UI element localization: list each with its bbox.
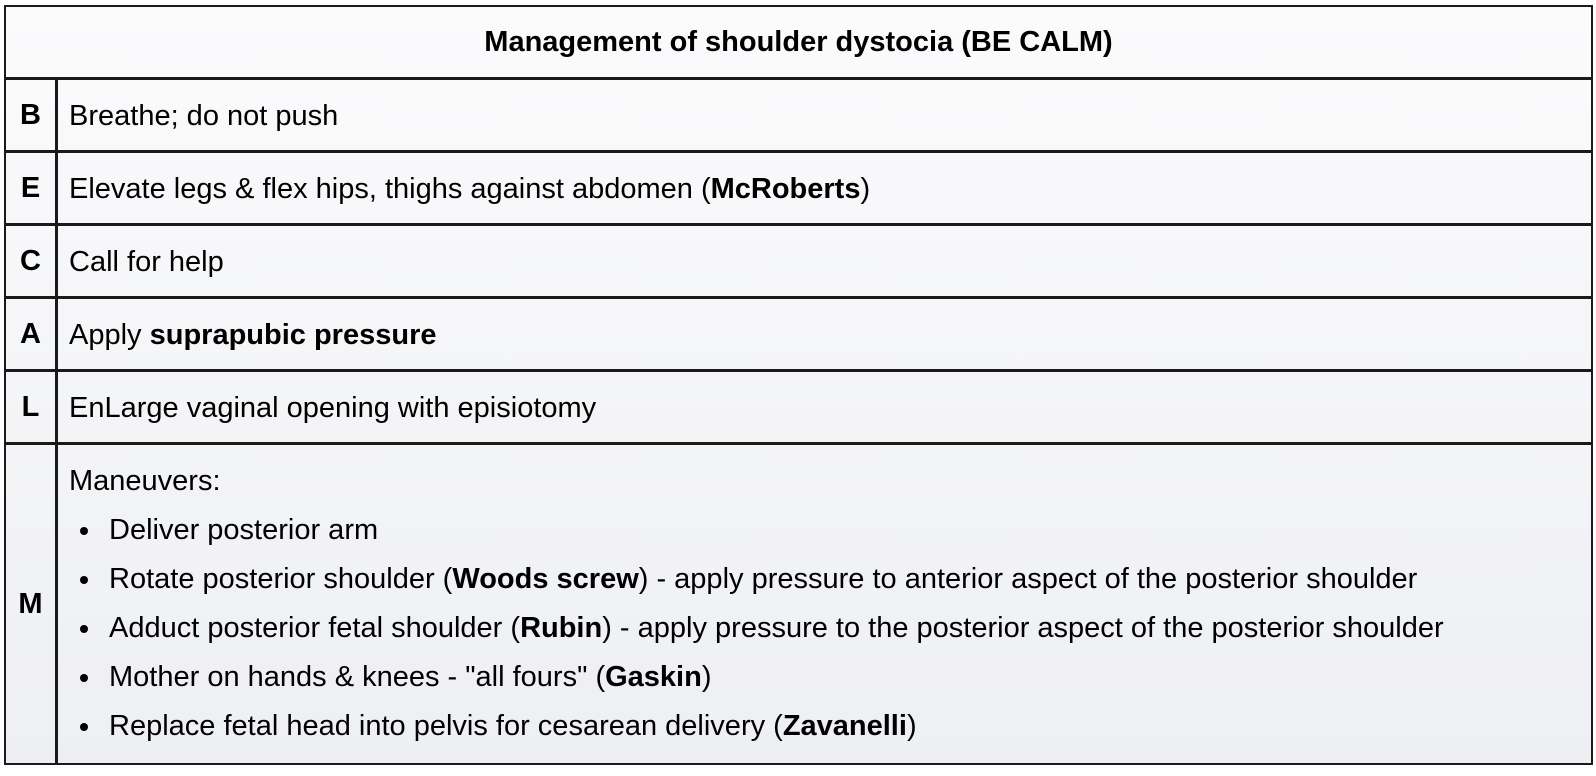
text-part: Breathe; do not push — [69, 99, 339, 132]
text-part: ) — [860, 172, 871, 205]
text-part: ) — [906, 710, 917, 742]
text-part: Elevate legs & flex hips, thighs against abdomen ( — [69, 172, 711, 205]
maneuvers-label: Maneuvers: — [69, 465, 221, 497]
text-part: ) — [701, 661, 712, 693]
text-part: EnLarge vaginal opening with episiotomy — [69, 391, 597, 424]
table-title: Management of shoulder dystocia (BE CALM) — [6, 7, 1591, 80]
bullet-icon — [80, 674, 88, 682]
text-part: ) - apply pressure to the posterior aspect of the posterior shoulder — [602, 612, 1444, 644]
text-part: ) - apply pressure to anterior aspect of the posterior shoulder — [638, 563, 1418, 595]
text-part: Adduct posterior fetal shoulder ( — [109, 612, 521, 644]
text-part: Deliver posterior arm — [109, 514, 379, 546]
bullet-icon — [80, 527, 88, 535]
bullet-icon — [80, 576, 88, 584]
bold-term: Woods screw — [452, 563, 639, 595]
text-part: Rotate posterior shoulder ( — [109, 563, 453, 595]
bold-term: Zavanelli — [782, 710, 907, 742]
row-text — [58, 153, 1591, 223]
bold-term: Gaskin — [605, 661, 702, 693]
text-part: Apply — [69, 318, 150, 351]
list-item — [69, 612, 1444, 644]
table-row-c — [6, 226, 1591, 299]
bold-term: suprapubic pressure — [149, 318, 437, 351]
table-row-m — [6, 445, 1591, 763]
row-letter: E — [6, 153, 58, 223]
list-item — [69, 710, 1444, 742]
mnemonic-table — [4, 5, 1593, 765]
bullet-icon — [80, 625, 88, 633]
row-letter: M — [6, 445, 58, 763]
row-letter: A — [6, 299, 58, 369]
list-item — [69, 514, 1444, 546]
bold-term: McRoberts — [710, 172, 861, 205]
row-text — [58, 299, 1591, 369]
text-part: Mother on hands & knees - "all fours" ( — [109, 661, 606, 693]
table-row-l — [6, 372, 1591, 445]
maneuver-list — [69, 497, 1444, 742]
list-item — [69, 661, 1444, 693]
table-row-b — [6, 80, 1591, 153]
row-text — [58, 80, 1591, 150]
bold-term: Rubin — [520, 612, 603, 644]
text-part: Replace fetal head into pelvis for cesarean delivery ( — [109, 710, 783, 742]
row-text — [58, 445, 1591, 763]
text-part: Call for help — [69, 245, 224, 278]
table-row-a — [6, 299, 1591, 372]
row-text — [58, 226, 1591, 296]
row-text — [58, 372, 1591, 442]
row-letter: B — [6, 80, 58, 150]
row-letter: C — [6, 226, 58, 296]
row-letter: L — [6, 372, 58, 442]
table-row-e — [6, 153, 1591, 226]
list-item — [69, 563, 1444, 595]
bullet-icon — [80, 723, 88, 731]
